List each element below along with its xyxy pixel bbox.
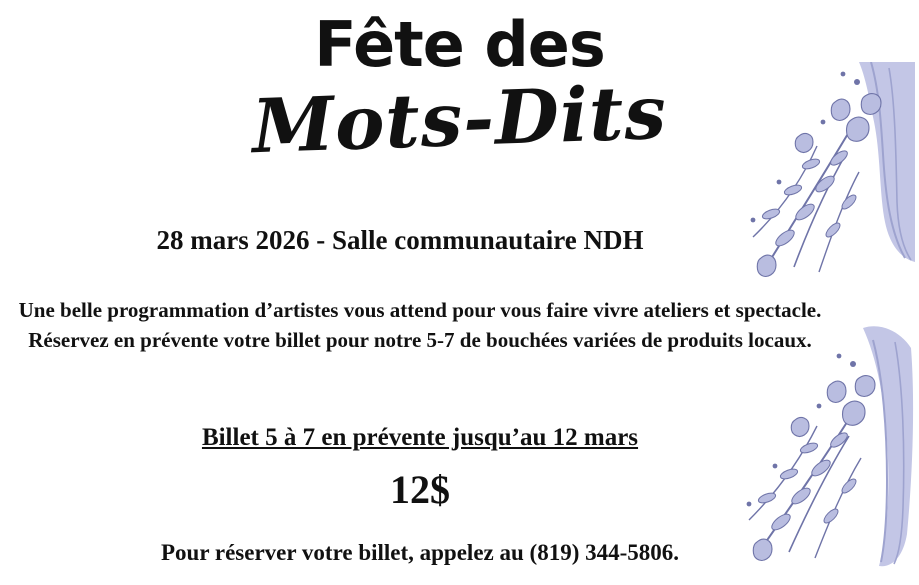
title-line-1: Fête des (314, 8, 605, 81)
ticket-offer-line: Billet 5 à 7 en prévente jusqu’au 12 mars (201, 424, 639, 451)
ticket-price: 12$ (390, 467, 450, 512)
date-and-venue: 28 mars 2026 - Salle communautaire NDH (156, 225, 644, 255)
contact-line: Pour réserver votre billet, appelez au (819) 344-5806. (160, 540, 680, 565)
description-paragraph: Une belle programmation d’artistes vous attend pour vous faire vivre ateliers et spectacle. Réservez en prévente votre billet pour notre 5-7 de bouchées variées de produits locaux. (18, 298, 822, 353)
poster-title-block (0, 8, 919, 171)
title-line-2: Mots-Dits (250, 69, 669, 171)
